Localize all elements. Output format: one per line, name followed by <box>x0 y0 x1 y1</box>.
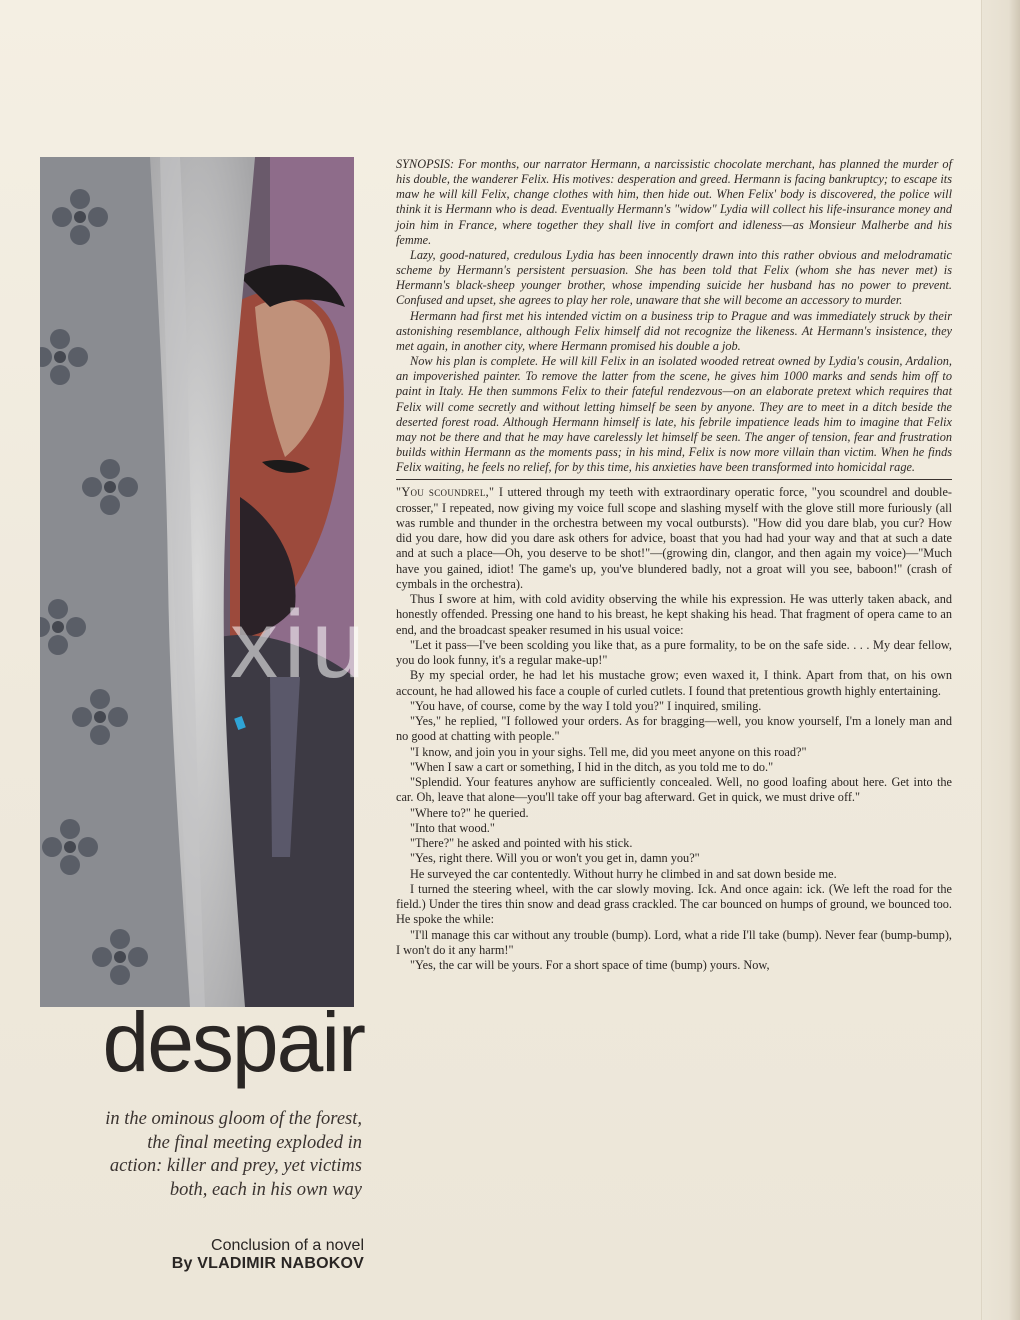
story-paragraph: "Yes," he replied, "I followed your orders. As for bragging—well, you know yourself, I'm a lonely man and no good at chatting with people." <box>396 714 952 744</box>
story-paragraph: "There?" he asked and pointed with his stick. <box>410 836 633 851</box>
byline <box>110 1237 364 1273</box>
story-text <box>396 485 952 973</box>
story-paragraph: "Where to?" he queried. <box>410 805 529 820</box>
story-paragraph: "Splendid. Your features anyhow are sufficiently concealed. Well, no good loafing about here. Get into the car. Oh, leave that alone—you'll take off your bag afterward. Get in quick, we must drive off." <box>396 775 952 805</box>
page-edge <box>981 0 1020 1320</box>
opening-caps: "You scoundrel," <box>396 485 495 500</box>
story-paragraph: I turned the steering wheel, with the car slowly moving. Ick. And once again: ick. (We left the road for the field.) Under the tires thin snow and dead grass crackled. The car bounced on humps of ground, we bounced too. He spoke the while: <box>396 881 952 927</box>
article-subtitle: in the ominous gloom of the forest, the final meeting exploded in action: killer and prey, yet victims both, each in his own way <box>105 1109 362 1200</box>
story-paragraph: "I know, and join you in your sighs. Tell me, did you meet anyone on this road?" <box>410 744 807 759</box>
story-paragraph: "Yes, right there. Will you or won't you get in, damn you?" <box>410 851 700 866</box>
story-paragraph: "You scoundrel," I uttered through my teeth with extraordinary operatic force, "you scoundrel and double-crosser," I repeated, now giving my voice full scope and slashing myself with the glove still more furiously (all was rumble and thunder in the orchestra between my vocal outbursts). "How did you dare blab, you cur? How did you dare, how did you dare ask others for advice, boast that you had had your way and that at such a date and at such a place—Oh, you deserve to be shot!"—(growing din, clangor, and then again my voice)—"Much have you gained, idiot! The game's up, you've blundered badly, not a groat will you see, baboon!" (crash of cymbals in the orchestra). <box>396 485 952 591</box>
story-paragraph: "When I saw a cart or something, I hid in the ditch, as you told me to do." <box>410 759 774 774</box>
article-title: despair <box>102 995 364 1089</box>
story-paragraph: "I'll manage this car without any trouble (bump). Lord, what a ride I'll take (bump). Never fear (bump-bump), I won't do it any harm!" <box>396 927 952 957</box>
story-paragraph: He surveyed the car contentedly. Without hurry he climbed in and sat down beside me. <box>410 866 837 881</box>
illustration-art <box>40 157 354 1007</box>
story-paragraph: Thus I swore at him, with cold avidity observing the while his expression. He was utterly taken aback, and honestly offended. Pressing one hand to his breast, he kept shaking his head. That fragment of opera came to an end, and the broadcast speaker resumed in his usual voice: <box>396 592 952 637</box>
illustration <box>40 157 354 1007</box>
synopsis-paragraph: Lazy, good-natured, credulous Lydia has been innocently drawn into this rather obvious and melodramatic scheme by Hermann's persistent persuasion. She has been told that Felix (whom she has never met) is Hermann's black-sheep younger brother, whose impending suicide her husband has no power to prevent. Confused and upset, she agrees to play her role, unaware that she will become an accessory to murder. <box>396 247 952 308</box>
text-column <box>396 157 952 973</box>
watermark: xiu <box>230 591 371 698</box>
story-paragraph: "Yes, the car will be yours. For a short space of time (bump) yours. Now, <box>410 958 770 973</box>
byline-author: By VLADIMIR NABOKOV <box>171 1255 364 1272</box>
synopsis-label: SYNOPSIS: <box>396 157 455 171</box>
synopsis-paragraph: Now his plan is complete. He will kill Felix in an isolated wooded retreat owned by Lydia's cousin, Ardalion, an impoverished painter. To remove the latter from the scene, he gives him 1000 marks and sends him off to paint in Italy. He then summons Felix to their fateful rendezvous—on an elaborate pretext which requires that Felix will come secretly and without letting himself be seen by anyone. They are to meet in a ditch beside the deserted forest road. Although Hermann himself is late, his febrile impatience leads him to imagine that Felix may not be there and that he may have carelessly let himself be seen. The anger of tension, fear and frustration builds within Hermann as the moments pass; in his mind, Felix is now more villain than victim. When he finds Felix waiting, he feels no relief, for by this time, his anxieties have been transformed into homicidal rage. <box>396 354 952 475</box>
byline-note: Conclusion of a novel <box>211 1237 364 1254</box>
section-divider <box>396 479 952 480</box>
synopsis-paragraph: SYNOPSIS: For months, our narrator Hermann, a narcissistic chocolate merchant, has planned the murder of his double, the wanderer Felix. His motives: desperation and greed. Hermann is facing bankruptcy; to escape its maw he will kill Felix, change clothes with him, then hide out. When Felix' body is discovered, the police will think it is Hermann who is dead. Eventually Hermann's "widow" Lydia will collect his life-insurance money and join him in France, where together they shall live in comfort and idleness—as Monsieur Malherbe and his femme. <box>396 157 952 247</box>
story-paragraph: By my special order, he had let his mustache grow; even waxed it, I think. Apart from that, on his own account, he had allowed his face a couple of curled cutlets. I found that pretentious growth highly entertaining. <box>396 668 952 698</box>
story-paragraph: "Into that wood." <box>410 820 495 835</box>
story-paragraph: "You have, of course, come by the way I told you?" I inquired, smiling. <box>410 698 762 713</box>
story-paragraph: "Let it pass—I've been scolding you like that, as a pure formality, to be on the safe side. . . . My dear fellow, you do look funny, it's a regular make-up!" <box>396 637 952 668</box>
synopsis <box>396 157 952 475</box>
synopsis-paragraph: Hermann had first met his intended victim on a business trip to Prague and was immediately struck by their astonishing resemblance, although Felix himself did not recognize the likeness. At Hermann's insistence, they met again, in another city, where Hermann promised his double a job. <box>396 308 952 353</box>
